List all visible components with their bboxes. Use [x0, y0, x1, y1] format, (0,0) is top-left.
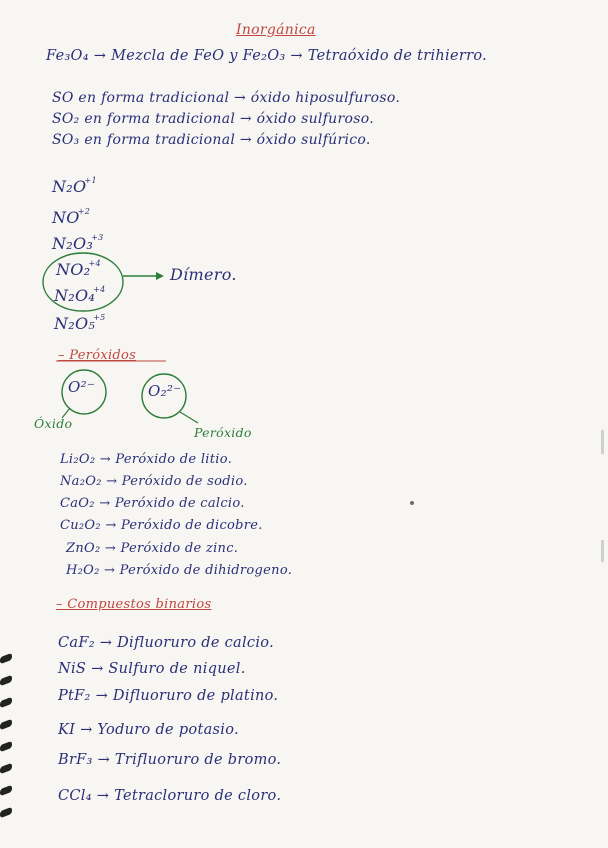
nitrogen-oxide-4: NO₂$^{+4}$	[56, 259, 101, 279]
nitrogen-oxide-1: $N_2O^{+1}$	[52, 176, 97, 196]
binary-line-3: PtF₂ → Difluoruro de platino.	[58, 688, 279, 704]
peroxide-line-3: CaO₂ → Peróxido de calcio.	[60, 496, 245, 511]
nitrogen-oxide-3: N₂O₃$^{+3}$	[52, 233, 104, 253]
dimer-loop	[43, 253, 123, 311]
peroxide-label: Peróxido	[194, 425, 252, 440]
spiral-ring	[0, 675, 12, 686]
binary-line-5: BrF₃ → Trifluoruro de bromo.	[58, 752, 282, 768]
peroxide-ion-circle	[142, 374, 186, 418]
sulfur-line-3: SO₃ en forma tradicional → óxido sulfúrico.	[52, 132, 371, 148]
notebook-spiral	[0, 655, 16, 830]
peroxides-heading: – Peróxidos	[58, 348, 137, 363]
spiral-ring	[0, 807, 12, 818]
peroxide-pointer-line	[180, 412, 198, 423]
dimer-arrowhead-icon	[156, 272, 164, 280]
dimer-label: Dímero.	[170, 265, 237, 284]
peroxide-ion: O₂²⁻	[148, 382, 182, 400]
binary-line-4: KI → Yoduro de potasio.	[58, 722, 239, 738]
oxide-ion: O²⁻	[68, 378, 96, 396]
spiral-ring	[0, 697, 12, 708]
nitrogen-oxide-6: N₂O₅$^{+5}$	[54, 313, 106, 333]
oxide-label: Óxido	[34, 416, 73, 431]
spiral-ring	[0, 653, 12, 664]
binary-line-6: CCl₄ → Tetracloruro de cloro.	[58, 788, 282, 804]
peroxide-line-2: Na₂O₂ → Peróxido de sodio.	[60, 474, 248, 489]
oxide-pointer-line	[62, 408, 70, 418]
sulfur-line-1: SO en forma tradicional → óxido hiposulfuroso.	[52, 90, 401, 106]
iron-oxide-line: Fe₃O₄ → Mezcla de FeO y Fe₂O₃ → Tetraóxido de trihierro.	[46, 48, 488, 64]
peroxide-line-6: H₂O₂ → Peróxido de dihidrogeno.	[66, 563, 293, 578]
sulfur-line-2: SO₂ en forma tradicional → óxido sulfuroso.	[52, 111, 374, 127]
spiral-ring	[0, 719, 12, 730]
peroxide-line-4: Cu₂O₂ → Peróxido de dicobre.	[60, 518, 263, 533]
peroxide-line-5: ZnO₂ → Peróxido de zinc.	[66, 541, 239, 556]
binary-line-1: CaF₂ → Difluoruro de calcio.	[58, 635, 274, 651]
peroxide-line-1: Li₂O₂ → Peróxido de litio.	[60, 452, 233, 467]
spiral-ring	[0, 785, 12, 796]
oxide-ion-circle	[62, 370, 106, 414]
spiral-ring	[0, 741, 12, 752]
page-title: Inorgánica	[236, 22, 316, 38]
nitrogen-oxide-2: $NO^{+2}$	[52, 207, 91, 227]
nitrogen-oxide-5: N₂O₄$^{+4}$	[54, 285, 106, 305]
page-edge-mark	[601, 540, 604, 562]
page-edge-mark	[601, 430, 604, 454]
ink-dot	[410, 501, 414, 505]
binary-line-2: NiS → Sulfuro de niquel.	[58, 661, 246, 677]
binary-compounds-heading: – Compuestos binarios	[56, 597, 212, 612]
spiral-ring	[0, 763, 12, 774]
